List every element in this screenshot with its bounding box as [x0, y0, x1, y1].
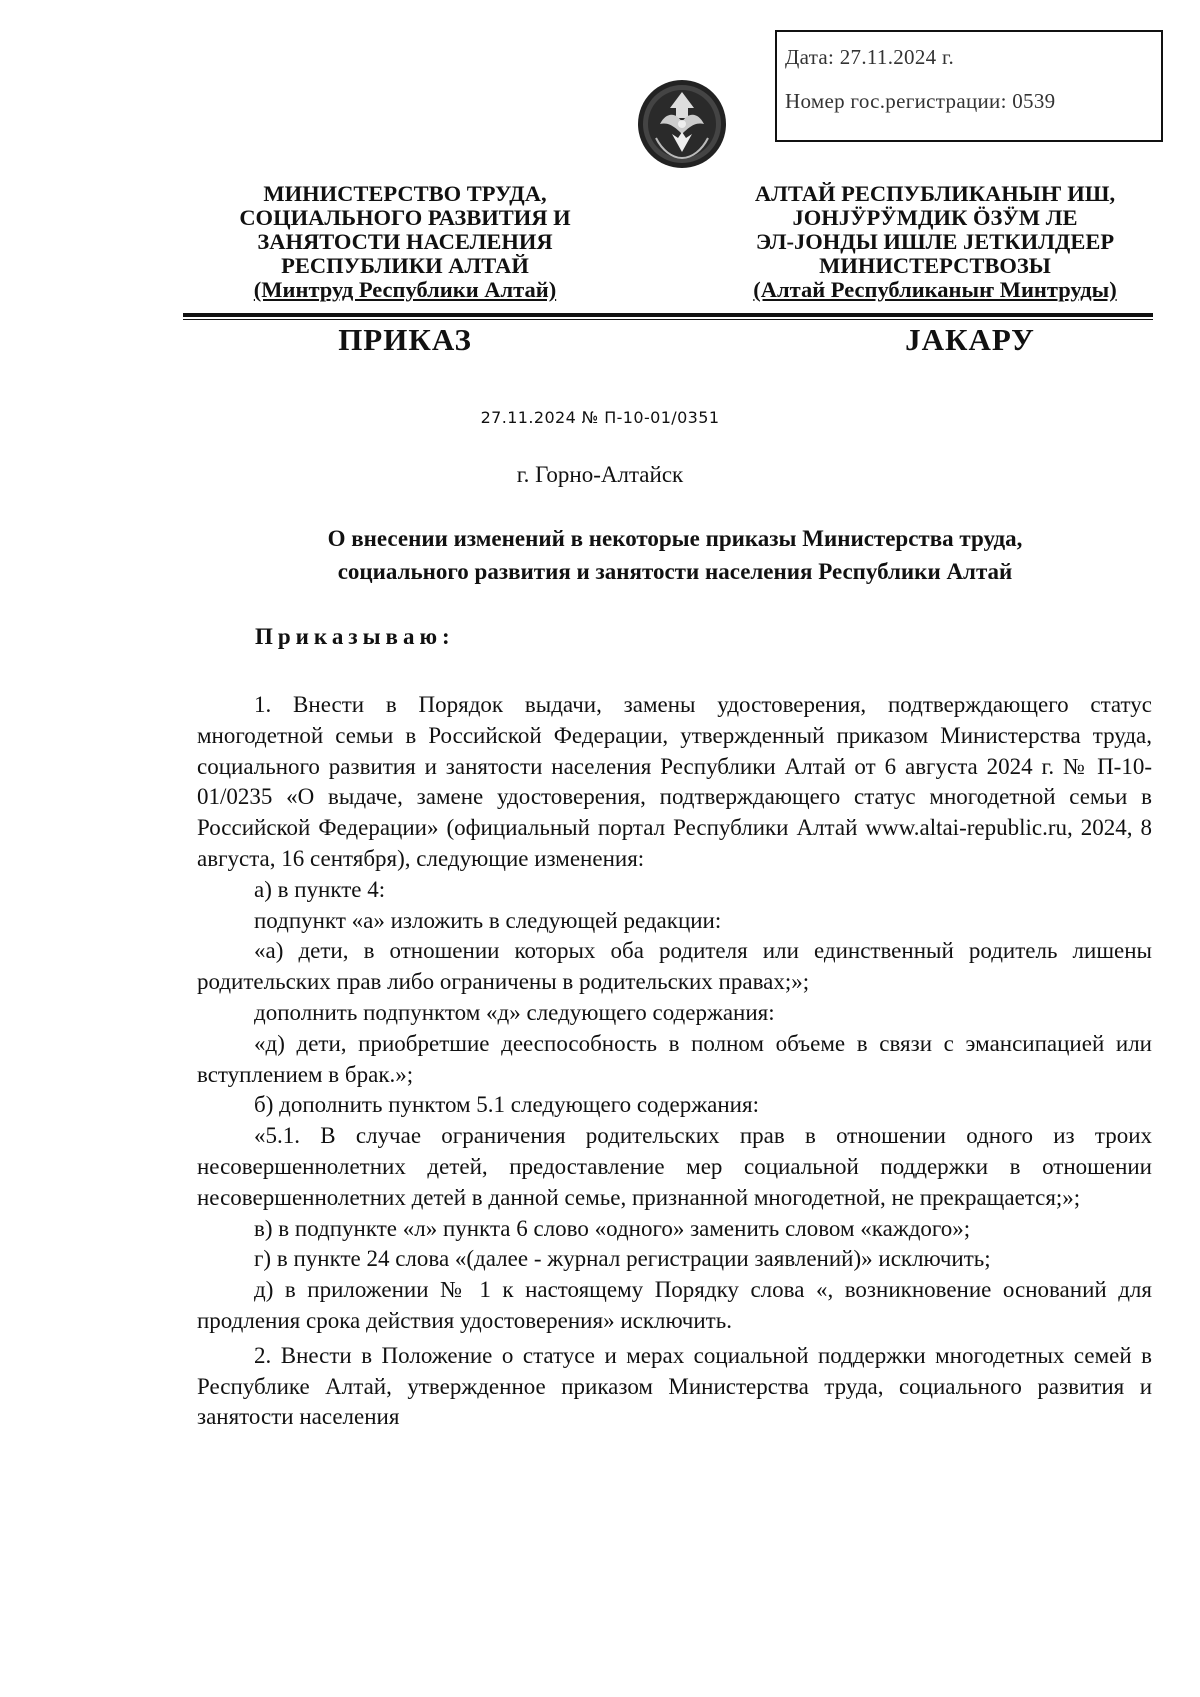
body-paragraph: а) в пункте 4: — [254, 876, 386, 902]
registration-number: Номер гос.регистрации: 0539 — [785, 89, 1056, 113]
header-divider-thin — [183, 319, 1153, 320]
ministry-name-alt-line: МИНИСТЕРСТВОЗЫ — [819, 253, 1051, 278]
body-paragraph: «5.1. В случае ограничения родительских прав в отношении одного из троих несовершеннолетних детей, предоставление мер социальной поддержки в отношении несовершеннолетних детей в данной семье, признанной многодетной, не прекращается;»; — [197, 1123, 1152, 1210]
ministry-short-name-alt: (Алтай Республиканыҥ Минтруды) — [753, 277, 1117, 302]
registration-date: Дата: 27.11.2024 г. — [785, 45, 955, 69]
coat-of-arms-altai-icon — [636, 78, 728, 170]
registration-stamp — [775, 30, 1163, 142]
order-date-number: 27.11.2024 № П-10-01/0351 — [480, 408, 720, 427]
body-paragraph: «а) дети, в отношении которых оба родителя или единственный родитель лишены родительских прав либо ограничены в родительских правах;»; — [197, 938, 1152, 995]
ministry-short-name-ru: (Минтруд Республики Алтай) — [253, 277, 557, 302]
ministry-name-ru-line: СОЦИАЛЬНОГО РАЗВИТИЯ И — [239, 205, 571, 230]
city-name: г. Горно-Алтайск — [516, 462, 684, 487]
order-subject-line: социального развития и занятости населения Республики Алтай — [337, 559, 1013, 584]
ministry-name-ru-line: МИНИСТЕРСТВО ТРУДА, — [263, 181, 547, 206]
ministry-name-alt-line: АЛТАЙ РЕСПУБЛИКАНЫҤ ИШ, — [754, 181, 1116, 206]
order-subject — [195, 522, 1155, 588]
body-paragraph: б) дополнить пунктом 5.1 следующего содержания: — [254, 1092, 759, 1118]
body-paragraph: подпункт «а» изложить в следующей редакции: — [254, 907, 722, 933]
body-paragraph: 2. Внести в Положение о статусе и мерах социальной поддержки многодетных семей в Республике Алтай, утвержденное приказом Министерства труда, социального развития и занятости населения — [197, 1342, 1152, 1430]
ministry-name-altai — [720, 182, 1150, 302]
doc-type-altai: ЈАКАРУ — [905, 322, 1035, 357]
ministry-name-alt-line: ЭЛ-ЈОНДЫ ИШЛЕ ЈЕТКИЛДЕЕР — [755, 229, 1115, 254]
doc-type-russian: ПРИКАЗ — [338, 322, 472, 357]
header-divider — [183, 313, 1153, 317]
body-paragraph: д) в приложении № 1 к настоящему Порядку слова «, возникновение оснований для продления срока действия удостоверения» исключить. — [197, 1277, 1152, 1333]
ministry-name-ru-line: ЗАНЯТОСТИ НАСЕЛЕНИЯ — [257, 229, 553, 254]
body-paragraph: 1. Внести в Порядок выдачи, замены удостоверения, подтверждающего статус многодетной семьи в Российской Федерации, утвержденный приказом Министерства труда, социального развития и занятости населения Республики Алтай от 6 августа 2024 г. № П-10-01/0235 «О выдаче, замене удостоверения, подтверждающего статус многодетной семьи в Российской Федерации» (официальный портал Республики Алтай www.altai-republic.ru, 2024, 8 августа, 16 сентября), следующие изменения: — [197, 692, 1152, 871]
order-body — [197, 690, 1152, 1433]
ministry-name-russian — [215, 182, 595, 302]
body-paragraph: дополнить подпунктом «д» следующего содержания: — [254, 999, 775, 1025]
ministry-name-alt-line: ЈОНЈӰРӰМДИК ӦЗӰМ ЛЕ — [792, 205, 1078, 230]
ministry-name-ru-line: РЕСПУБЛИКИ АЛТАЙ — [281, 253, 529, 278]
body-paragraph: г) в пункте 24 слова «(далее - журнал регистрации заявлений)» исключить; — [254, 1246, 991, 1272]
body-paragraph: в) в подпункте «л» пункта 6 слово «одного» заменить словом «каждого»; — [254, 1215, 971, 1241]
order-subject-line: О внесении изменений в некоторые приказы Министерства труда, — [327, 526, 1023, 551]
body-paragraph: «д) дети, приобретшие дееспособность в полном объеме в связи с эмансипацией или вступлением в брак.»; — [197, 1030, 1152, 1087]
decree-word: Приказываю: — [255, 624, 455, 649]
